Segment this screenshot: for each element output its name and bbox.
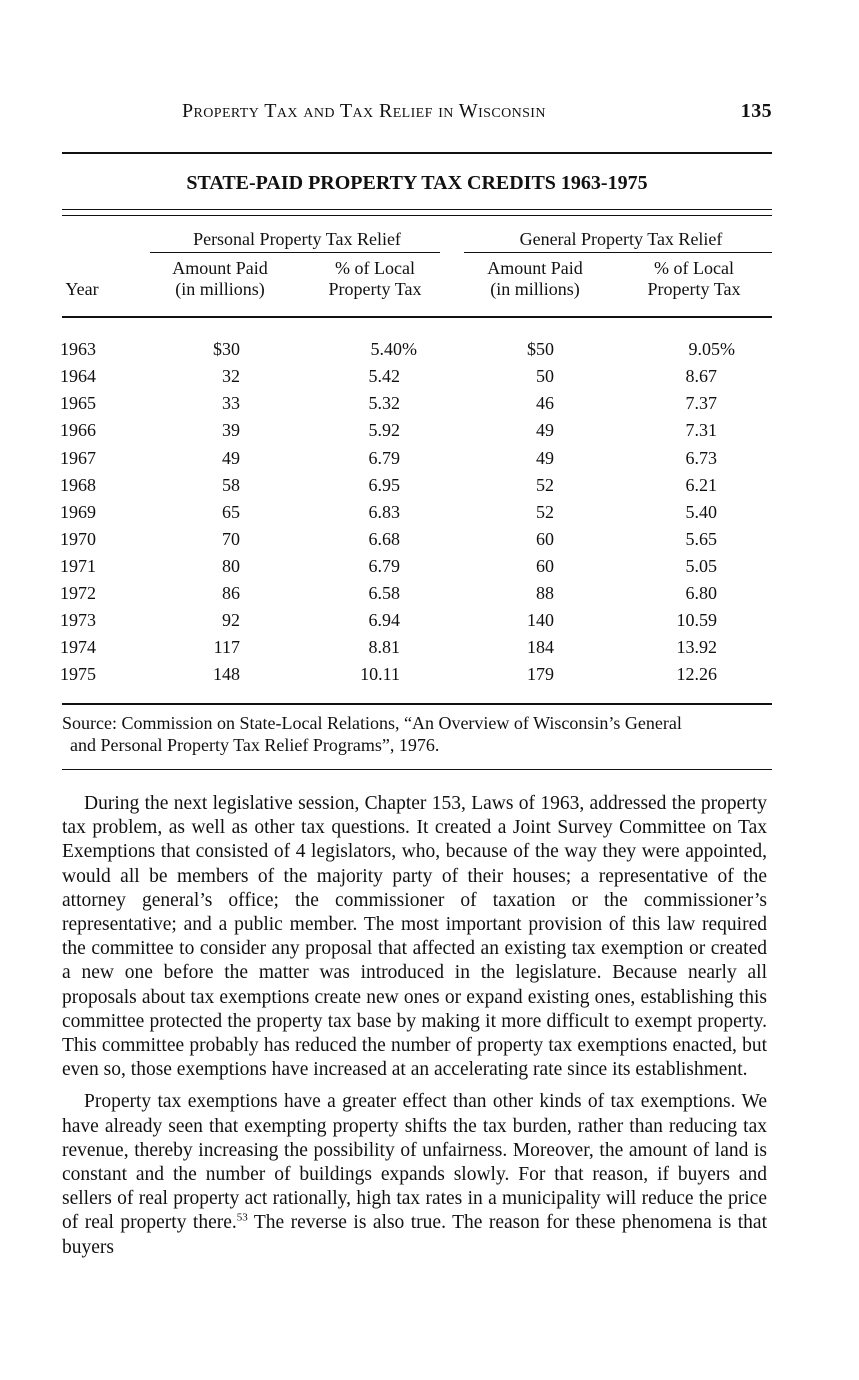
cell-gp-pct: 12.26 bbox=[676, 664, 717, 684]
cell-gp-pct: 7.31 bbox=[685, 420, 717, 440]
table-source-note bbox=[62, 712, 772, 756]
table-rule-upper bbox=[62, 209, 772, 210]
group-header-general: General Property Tax Relief bbox=[519, 229, 723, 249]
cell-year: 1970 bbox=[60, 529, 96, 549]
cell-year: 1965 bbox=[60, 393, 96, 413]
table-row bbox=[0, 637, 859, 661]
cell-year: 1975 bbox=[60, 664, 96, 684]
col-header-gp-pct-line2: Property Tax bbox=[647, 279, 741, 299]
cell-pp-pct: 5.42 bbox=[368, 366, 400, 386]
table-row bbox=[0, 664, 859, 688]
source-line-2: and Personal Property Tax Relief Programs”, 1976. bbox=[70, 735, 440, 755]
table-row bbox=[0, 393, 859, 417]
cell-pp-pct: 6.68 bbox=[368, 529, 400, 549]
col-header-pp-amount-line2: (in millions) bbox=[175, 279, 265, 299]
cell-gp-amount: 49 bbox=[536, 448, 554, 468]
cell-gp-amount: 46 bbox=[536, 393, 554, 413]
cell-gp-pct: 5.65 bbox=[685, 529, 717, 549]
table-row bbox=[0, 420, 859, 444]
cell-pp-amount: 58 bbox=[222, 475, 240, 495]
page-number: 135 bbox=[740, 100, 772, 122]
cell-gp-pct: 13.92 bbox=[676, 637, 717, 657]
cell-year: 1972 bbox=[60, 583, 96, 603]
cell-gp-pct: 5.05 bbox=[685, 556, 717, 576]
col-header-gp-amount bbox=[465, 258, 605, 300]
cell-pp-pct: 6.94 bbox=[368, 610, 400, 630]
cell-gp-amount: 52 bbox=[536, 502, 554, 522]
cell-pp-amount: 49 bbox=[222, 448, 240, 468]
cell-gp-pct: 7.37 bbox=[685, 393, 717, 413]
cell-pp-amount: 32 bbox=[222, 366, 240, 386]
running-title: Property Tax and Tax Relief in Wisconsin bbox=[182, 100, 546, 122]
col-header-pp-pct bbox=[305, 258, 445, 300]
col-header-year: Year bbox=[65, 279, 99, 299]
cell-year: 1974 bbox=[60, 637, 96, 657]
col-header-pp-amount-line1: Amount Paid bbox=[172, 258, 268, 278]
cell-gp-pct: 8.67 bbox=[685, 366, 717, 386]
table-row bbox=[0, 448, 859, 472]
cell-pp-pct: 5.32 bbox=[368, 393, 400, 413]
table-row bbox=[0, 556, 859, 580]
table-row bbox=[0, 610, 859, 634]
table-row bbox=[0, 583, 859, 607]
cell-gp-amount: 49 bbox=[536, 420, 554, 440]
cell-pp-amount: 117 bbox=[213, 637, 240, 657]
group-header-personal: Personal Property Tax Relief bbox=[193, 229, 401, 249]
cell-pp-amount: 148 bbox=[213, 664, 240, 684]
cell-pp-pct: 5.40% bbox=[370, 339, 417, 359]
table-row bbox=[0, 366, 859, 390]
table-row bbox=[0, 529, 859, 553]
cell-pp-amount: 70 bbox=[222, 529, 240, 549]
cell-pp-pct: 6.95 bbox=[368, 475, 400, 495]
cell-pp-amount: 92 bbox=[222, 610, 240, 630]
paragraph-text-continued: The reverse is also true. The reason for these phenomena is that buyers bbox=[62, 1212, 767, 1258]
cell-pp-pct: 8.81 bbox=[368, 637, 400, 657]
table-row bbox=[0, 502, 859, 526]
col-header-pp-pct-line2: Property Tax bbox=[328, 279, 422, 299]
table-title: STATE-PAID PROPERTY TAX CREDITS 1963-1975 bbox=[186, 172, 648, 194]
cell-year: 1968 bbox=[60, 475, 96, 495]
cell-year: 1971 bbox=[60, 556, 96, 576]
col-header-pp-pct-line1: % of Local bbox=[335, 258, 415, 278]
paragraph: During the next legislative session, Chapter 153, Laws of 1963, addressed the property tax problem, as well as other tax questions. It created a Joint Survey Committee on Tax Exemptions that consisted of 4 legislators, who, because of the way they were appointed, would all be members of the majority party of their houses; a representative of the attorney general’s office; the commissioner of taxation or the commissioner’s representative; and a public member. The most important provision of this law required the committee to consider any proposal that affected an existing tax exemption or created a new one before the matter was introduced in the legislature. Because nearly all proposals about tax exemptions create new ones or expand existing ones, establishing this committee protected the property tax base by making it more difficult to exempt property. This committee probably has reduced the number of property tax exemptions enacted, but even so, those exemptions have increased at an accelerating rate since its establishment. bbox=[62, 793, 767, 1081]
source-bottom-rule bbox=[62, 769, 772, 770]
cell-pp-amount: $30 bbox=[213, 339, 240, 359]
col-header-gp-amount-line2: (in millions) bbox=[490, 279, 580, 299]
top-rule bbox=[62, 152, 772, 154]
cell-year: 1964 bbox=[60, 366, 96, 386]
cell-pp-pct: 6.58 bbox=[368, 583, 400, 603]
cell-year: 1963 bbox=[60, 339, 96, 359]
col-header-gp-pct-line1: % of Local bbox=[654, 258, 734, 278]
cell-gp-pct: 10.59 bbox=[676, 610, 717, 630]
cell-year: 1967 bbox=[60, 448, 96, 468]
cell-gp-amount: 60 bbox=[536, 556, 554, 576]
cell-gp-amount: 50 bbox=[536, 366, 554, 386]
cell-pp-pct: 6.83 bbox=[368, 502, 400, 522]
source-line-1: Source: Commission on State-Local Relations, “An Overview of Wisconsin’s General bbox=[62, 713, 682, 733]
col-header-gp-pct bbox=[620, 258, 768, 300]
table-row bbox=[0, 475, 859, 499]
cell-year: 1966 bbox=[60, 420, 96, 440]
cell-gp-pct: 6.80 bbox=[685, 583, 717, 603]
cell-pp-pct: 6.79 bbox=[368, 448, 400, 468]
cell-pp-amount: 33 bbox=[222, 393, 240, 413]
group-underline-personal bbox=[150, 252, 440, 253]
cell-pp-pct: 5.92 bbox=[368, 420, 400, 440]
cell-year: 1969 bbox=[60, 502, 96, 522]
paragraph-text: Property tax exemptions have a greater effect than other kinds of tax exemptions. We have already seen that exempting property shifts the tax burden, rather than reducing tax revenue, thereby increasing the possibility of unfairness. Moreover, the amount of land is constant and the number of buildings expands slowly. For that reason, if buyers and sellers of real property act rationally, high tax rates in a municipality will reduce the price of real property there. bbox=[62, 1091, 767, 1234]
body-text bbox=[62, 792, 767, 1268]
cell-pp-pct: 10.11 bbox=[360, 664, 400, 684]
cell-gp-pct: 9.05% bbox=[688, 339, 735, 359]
cell-gp-amount: 140 bbox=[527, 610, 554, 630]
cell-gp-pct: 6.21 bbox=[685, 475, 717, 495]
cell-year: 1973 bbox=[60, 610, 96, 630]
cell-pp-pct: 6.79 bbox=[368, 556, 400, 576]
cell-pp-amount: 65 bbox=[222, 502, 240, 522]
footnote-reference[interactable]: 53 bbox=[236, 1211, 248, 1224]
col-header-pp-amount bbox=[150, 258, 290, 300]
table-row bbox=[0, 339, 859, 363]
cell-gp-amount: 184 bbox=[527, 637, 554, 657]
table-bottom-rule bbox=[62, 703, 772, 705]
cell-gp-amount: 179 bbox=[527, 664, 554, 684]
col-header-gp-amount-line1: Amount Paid bbox=[487, 258, 583, 278]
cell-gp-amount: 60 bbox=[536, 529, 554, 549]
cell-gp-amount: $50 bbox=[527, 339, 554, 359]
cell-pp-amount: 80 bbox=[222, 556, 240, 576]
group-underline-general bbox=[464, 252, 772, 253]
cell-gp-pct: 6.73 bbox=[685, 448, 717, 468]
cell-gp-amount: 88 bbox=[536, 583, 554, 603]
header-rule bbox=[62, 316, 772, 318]
cell-pp-amount: 39 bbox=[222, 420, 240, 440]
cell-pp-amount: 86 bbox=[222, 583, 240, 603]
paragraph bbox=[62, 1090, 767, 1259]
cell-gp-pct: 5.40 bbox=[685, 502, 717, 522]
table-rule-lower bbox=[62, 215, 772, 216]
cell-gp-amount: 52 bbox=[536, 475, 554, 495]
